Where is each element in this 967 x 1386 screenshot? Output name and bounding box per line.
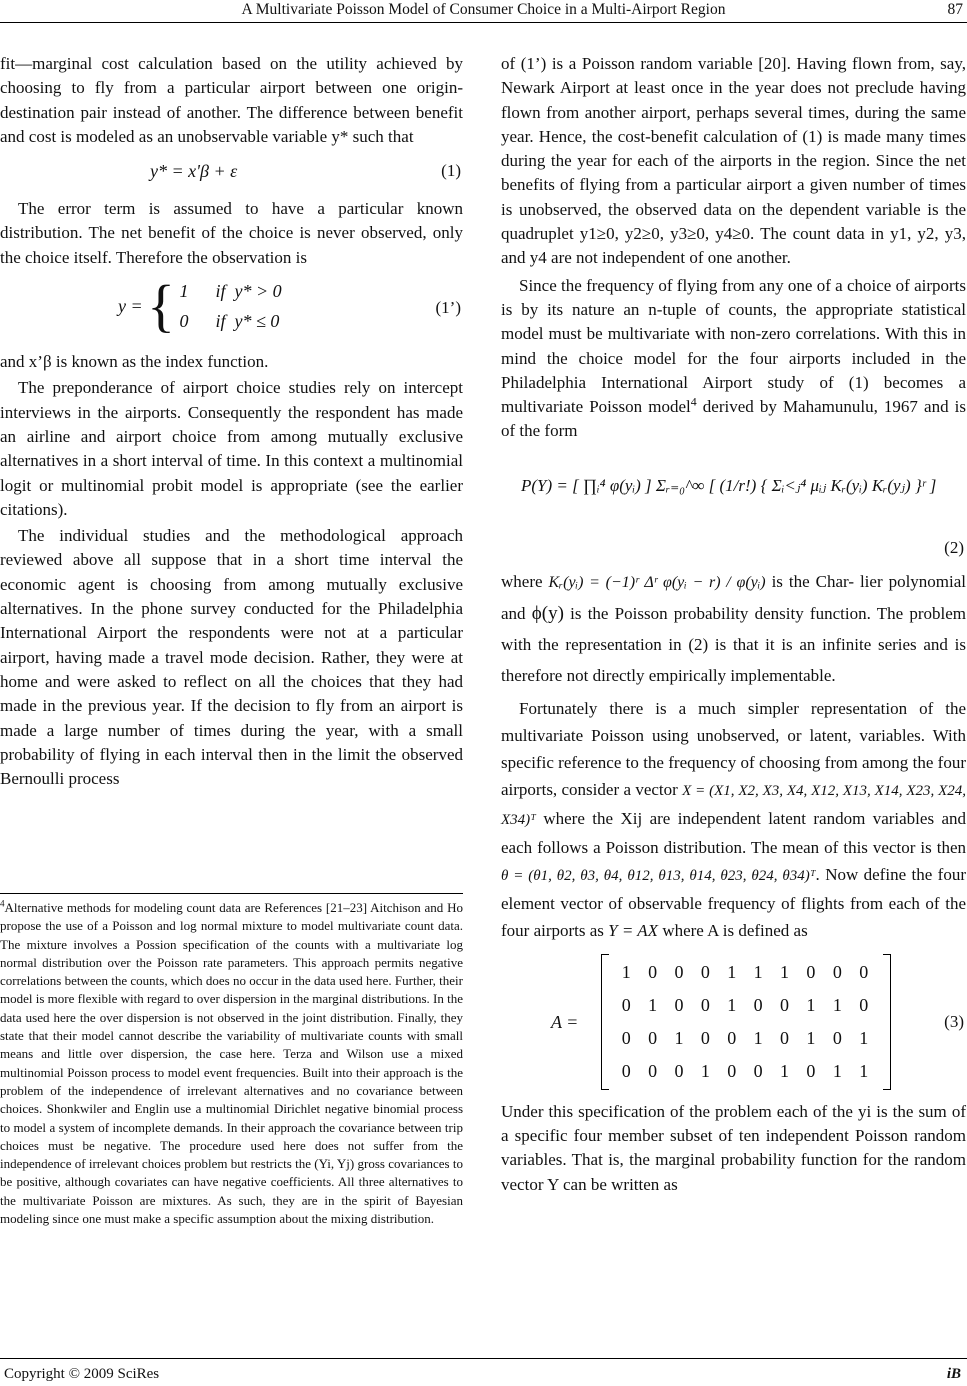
- footnote: [0, 899, 463, 1228]
- paragraph-text: Since the frequency of flying from any one of a choice of airports is by its nature an n-tuple of counts, the appropriate statistical model must be multivariate with non-zero correlations. With this in mind the choice model for the four airports included in the Philadelphia International Airport study of (1) becomes a multivariate Poisson model: [501, 275, 966, 417]
- equation-2: [501, 444, 966, 566]
- footer-rule: [0, 1358, 967, 1359]
- equation-lhs: y =: [118, 295, 143, 316]
- phi-symbol: ϕ(y): [531, 602, 564, 624]
- paragraph: [501, 695, 966, 944]
- matrix-cell: 1: [806, 995, 816, 1016]
- matrix-A: [601, 950, 891, 1094]
- matrix-cell: 1: [648, 995, 658, 1016]
- matrix-cell: 0: [806, 962, 816, 983]
- matrix-row: [613, 1022, 877, 1055]
- equation-3-lhs: A =: [551, 1011, 579, 1032]
- matrix-cell: 0: [674, 995, 684, 1016]
- paragraph-text: where A is defined as: [662, 920, 808, 940]
- matrix-cell: 0: [621, 995, 631, 1016]
- equation-1-formula: y* = x'β + ε: [150, 161, 238, 182]
- footnote-ref: 4: [690, 394, 697, 409]
- paragraph-text: lier polynomial and: [501, 571, 967, 623]
- matrix-row: [613, 1055, 877, 1088]
- footnote-marker: 4: [0, 898, 5, 909]
- equation-1-number: (1): [441, 161, 461, 181]
- matrix-cell: 0: [859, 962, 869, 983]
- matrix-row: [613, 956, 877, 989]
- matrix-cell: 0: [832, 1028, 842, 1049]
- paragraph: and x’β is known as the index function.: [0, 352, 269, 372]
- matrix-cell: 0: [648, 962, 658, 983]
- paragraph: Under this specification of the problem each of the yi is the sum of a specific four member subset of ten independent Poisson random variables. That is, the marginal probability function for the random vector Y can be written as: [501, 1101, 966, 1194]
- case-1: 1 if y* > 0: [179, 281, 282, 302]
- equation-2-formula: P(Y) = [ ∏ᵢ⁴ φ(yᵢ) ] Σᵣ₌₀^∞ [ (1/r!) { Σᵢ<ⱼ⁴ μᵢⱼ Kᵣ(yᵢ) Kᵣ(yⱼ) }ʳ ]: [521, 475, 937, 495]
- matrix-cell: 1: [727, 995, 737, 1016]
- matrix-cell: 1: [832, 1061, 842, 1082]
- running-title: A Multivariate Poisson Model of Consumer Choice in a Multi-Airport Region: [241, 1, 726, 18]
- matrix-cell: 0: [648, 1028, 658, 1049]
- where-label: where: [501, 571, 543, 591]
- matrix-cell: 0: [700, 962, 710, 983]
- paragraph: of (1’) is a Poisson random variable [20]. Having flown from, say, Newark Airport at least once in the year does not preclude having flown from another airport, perhaps several times, during the same year. Hence, the cost-benefit calculation of (1) is made many times during the year for each of the airports in the region. Since the net benefits of flying from a particular airport a given number of times is unobserved, the observed data on the dependent variable is the quadruplet y1≥0, y2≥0, y3≥0, y4≥0. The count data in y1, y2, y3, and y4 are not independent of one another.: [501, 54, 966, 268]
- matrix-cell: 1: [780, 962, 790, 983]
- paragraph: [501, 274, 966, 444]
- footnote-rule: [0, 893, 463, 894]
- brace-icon: {: [147, 273, 175, 339]
- matrix-cell: 0: [780, 1028, 790, 1049]
- matrix-cell: 1: [832, 995, 842, 1016]
- paragraph: The error term is assumed to have a particular known distribution. The net benefit of the choice is never observed, only the choice itself. Therefore the observation is: [0, 199, 463, 267]
- matrix-table: [613, 956, 877, 1088]
- matrix-cell: 0: [780, 995, 790, 1016]
- matrix-cell: 0: [832, 962, 842, 983]
- matrix-cell: 1: [753, 962, 763, 983]
- paragraph-text: is the Poisson probability density function. The problem with the representation in (2) is that it is an infinite series and is therefore not directly empirically implementable.: [501, 603, 967, 685]
- matrix-cell: 1: [780, 1061, 790, 1082]
- paragraph-text: derived by Mahamunulu, 1967 and is of the form: [501, 397, 967, 441]
- equation-1-prime-number: (1’): [435, 298, 461, 318]
- matrix-cell: 1: [727, 962, 737, 983]
- paragraph-text: Fortunately there is a much simpler representation of the multivariate Poisson using unobserved, or latent, variables. With specific reference to the frequency of choosing from among the four airports, consider a vector: [501, 698, 966, 799]
- case-list: [179, 276, 281, 336]
- right-column: [501, 52, 966, 1197]
- matrix-cell: 0: [727, 1028, 737, 1049]
- matrix-cell: 0: [753, 995, 763, 1016]
- matrix-cell: 0: [621, 1061, 631, 1082]
- matrix-cell: 0: [648, 1061, 658, 1082]
- equation-3: [501, 950, 966, 1096]
- matrix-cell: 0: [674, 962, 684, 983]
- equation-1: [0, 149, 463, 197]
- vector-X: X = (X1, X2, X3, X4, X12, X13, X14, X23, X24, X34)ᵀ: [501, 782, 967, 828]
- matrix-cell: 1: [753, 1028, 763, 1049]
- page-header: [0, 0, 967, 26]
- matrix-cell: 0: [806, 1061, 816, 1082]
- matrix-cell: 0: [700, 995, 710, 1016]
- equation-Y: Y = AX: [608, 920, 659, 940]
- bracket-right: [883, 954, 891, 1090]
- matrix-cell: 0: [674, 1061, 684, 1082]
- equation-1-prime-formula: [118, 273, 282, 339]
- bracket-left: [601, 954, 609, 1090]
- matrix-cell: 1: [806, 1028, 816, 1049]
- equation-2-number: (2): [944, 537, 964, 557]
- page-number: 87: [947, 1, 963, 18]
- page-footer: [0, 1358, 967, 1384]
- matrix-cell: 1: [859, 1028, 869, 1049]
- matrix-cell: 0: [700, 1028, 710, 1049]
- paragraph-text: . Now define the four element vector of observable frequency of flights from each of the four airports as: [501, 864, 966, 940]
- paragraph-text: is the Char-: [771, 571, 854, 591]
- matrix-cell: 1: [674, 1028, 684, 1049]
- matrix-cell: 0: [859, 995, 869, 1016]
- footnote-text: Alternative methods for modeling count data are References [21–23] Aitchison and Ho propose the use of a Poisson and log normal mixture to model multivariate count data. The mixture involves a Possion specification of the counts with a multivariate log normal distribution over the Poisson rate parameters. This approach permits negative correlations between the counts, which does no occur in the data used here. Further, their model is more flexible with regard to over dispersion in the marginal distributions. In the data used here the over dispersion is not observed in the joint distribution. Finally, they state that their model cannot describe the variability of multivariate counts with small means and little over dispersion, the case here. Terza and Wilson use a mixed multinomial Poisson process to model event frequencies. Built into their approach is the problem of the independence of irrelevant alternatives and no covariance between choices. Shonkwiler and Englin use a multinomial Dirichlet negative binomial process to model a system of incomplete demands. In their approach the covariance between trip choices must be negative. The procedure used here does not suffer from the independence of irrelevant choices problem but restricts the (Yi, Yj) gross covariances to be positive, although covariates can have negative coefficients. All three alternatives to the multivariate Poisson are mixtures. As such, they are in the spirit of Bayesian modeling since one must make a specific assumption about the mixing distribution.: [0, 900, 463, 1227]
- case-2: 0 if y* ≤ 0: [179, 311, 280, 332]
- equation-1-prime: [0, 270, 463, 350]
- vector-theta: θ = (θ1, θ2, θ3, θ4, θ12, θ13, θ14, θ23, θ24, θ34)ᵀ: [501, 867, 816, 884]
- matrix-cell: 0: [621, 1028, 631, 1049]
- matrix-cell: 1: [859, 1061, 869, 1082]
- matrix-cell: 0: [753, 1061, 763, 1082]
- paragraph: The preponderance of airport choice studies rely on intercept interviews in the airports. Consequently the respondent has made an airline and airport choice from among mutually exclusive alternatives in a short interval of time. In this context a multinomial logit or multinomial probit model is appropriate (see the earlier citations).: [0, 378, 463, 519]
- paragraph: The individual studies and the methodological approach reviewed above all suppose that in a short time interval the economic agent is choosing from among mutually exclusive alternatives. In the phone survey conducted for the Philadelphia International Airport the respondents were not at a particular airport, having made a travel mode decision. Rather, they were at home and were asked to reflect on all the choices that they had made in the previous year. If the decision to fly from an airport is made a large number of times during the year, with a small probability of flying in each interval then in the limit the observed Bernoulli process: [0, 526, 463, 789]
- charlier-formula: Kᵣ(yᵢ) = (−1)ʳ Δʳ φ(yᵢ − r) / φ(yᵢ): [548, 573, 766, 591]
- matrix-cell: 1: [621, 962, 631, 983]
- paragraph: [501, 566, 966, 691]
- equation-3-number: (3): [944, 1011, 964, 1031]
- paragraph: fit—marginal cost calculation based on the utility achieved by choosing to fly from a particular airport between one origin-destination pair instead of another. The difference between benefit and cost is modeled as an unobservable variable y* such that: [0, 54, 463, 146]
- matrix-row: [613, 989, 877, 1022]
- paragraph-text: where the Xij are independent latent random variables and each follows a Poisson distribution. The mean of this vector is then: [501, 808, 967, 857]
- matrix-cell: 0: [727, 1061, 737, 1082]
- matrix-cell: 1: [700, 1061, 710, 1082]
- header-rule: [0, 22, 967, 23]
- left-column: [0, 52, 463, 791]
- journal-name: iB: [946, 1366, 961, 1382]
- copyright: Copyright © 2009 SciRes: [4, 1366, 160, 1382]
